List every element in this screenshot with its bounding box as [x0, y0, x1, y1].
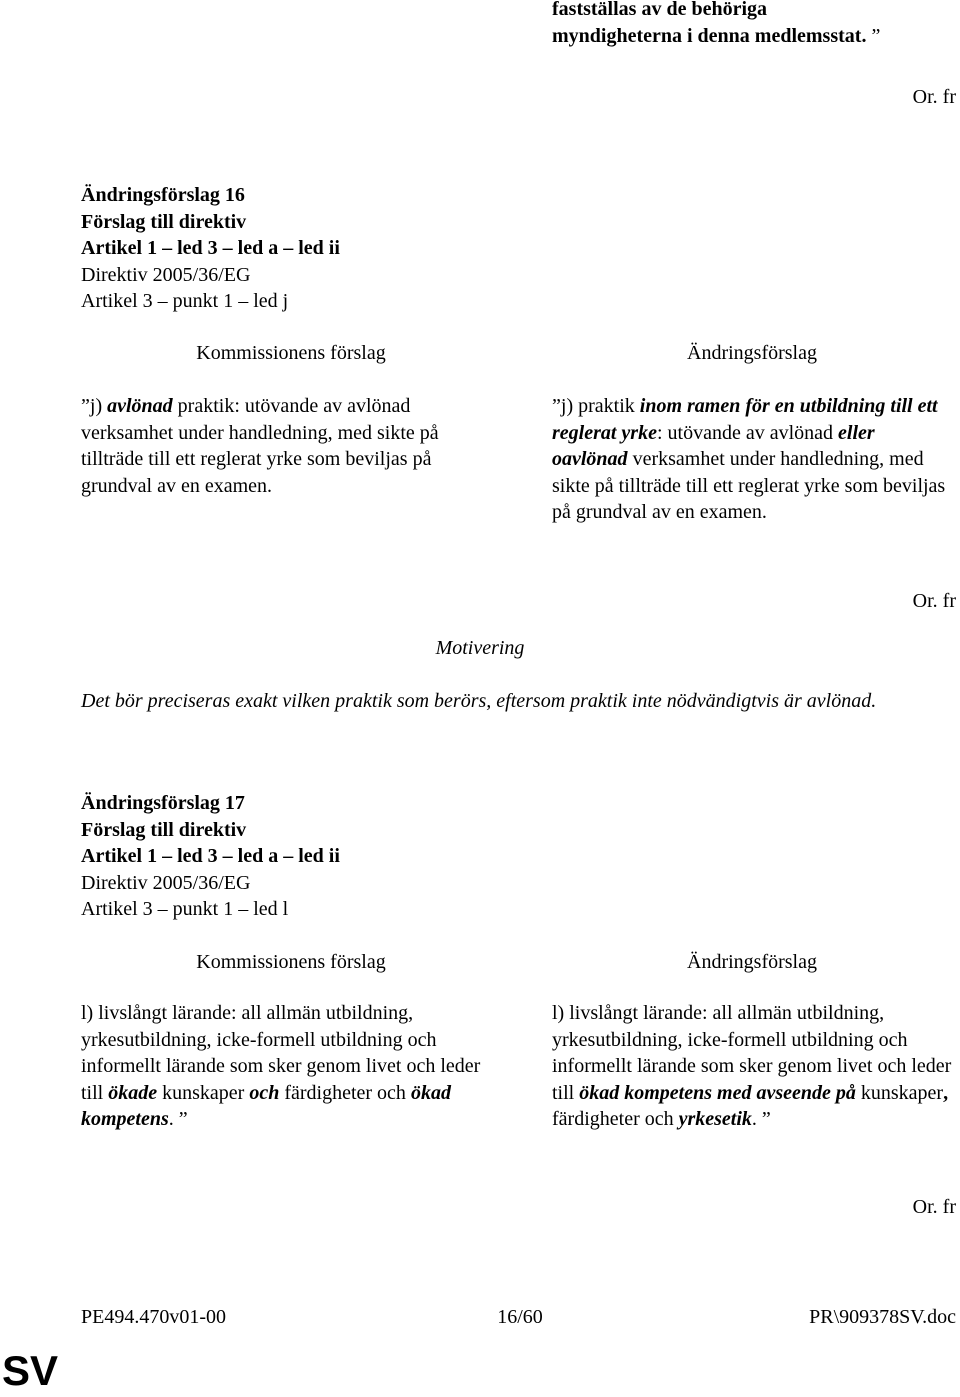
amendment-17-proposal-line: Förslag till direktiv [81, 818, 247, 841]
amendment-16-point-line: Artikel 3 – punkt 1 – led j [81, 290, 289, 313]
amendment-17-heading: Ändringsförslag 17 [81, 792, 245, 814]
amendment-17-left-column-header: Kommissionens förslag [196, 951, 386, 973]
motivering-text: Det bör preciseras exakt vilken praktik som berörs, eftersom praktik inte nödvändigtvis är avlönad. [81, 690, 877, 712]
original-language-marker: Or. fr [912, 86, 956, 108]
previous-text-line-1: fastställas av de behöriga [552, 0, 767, 20]
amendment-16-header [81, 182, 340, 315]
amendment-16-directive-line: Direktiv 2005/36/EG [81, 263, 251, 286]
amendment-17-header [81, 790, 340, 923]
motivering-title: Motivering [435, 637, 525, 659]
amendment-17-article-line: Artikel 1 – led 3 – led a – led ii [81, 845, 340, 868]
amendment-17-directive-line: Direktiv 2005/36/EG [81, 871, 251, 894]
amendment-16-right-column-header: Ändringsförslag [687, 342, 817, 364]
footer-page-number: 16/60 [497, 1306, 543, 1328]
amendment-17-amended-text: l) livslångt lärande: all allmän utbildning, yrkesutbildning, icke-formell utbildning och informellt lärande som sker genom livet och leder till ökad kompetens med avseende på kunskaper, färdigheter och yrkesetik. ” [552, 1002, 952, 1131]
footer-document-reference: PE494.470v01-00 [81, 1306, 226, 1328]
language-code: SV [2, 1347, 59, 1394]
amendment-16-amended-text: ”j) praktik inom ramen för en utbildning till ett reglerat yrke: utövande av avlönad eller oavlönad verksamhet under handledning, med sikte på tillträde till ett reglerat yrke som beviljas på grundval av en examen. [552, 395, 946, 524]
footer-file-name: PR\909378SV.doc [809, 1306, 956, 1328]
amendment-17-point-line: Artikel 3 – punkt 1 – led l [81, 898, 289, 921]
amendment-17-commission-text: l) livslångt lärande: all allmän utbildning, yrkesutbildning, icke-formell utbildning och informellt lärande som sker genom livet och leder till ökade kunskaper och färdigheter och ökad kompetens. ” [81, 1002, 481, 1131]
previous-text-line-2: myndigheterna i denna medlemsstat. ” [552, 24, 881, 47]
original-language-marker: Or. fr [912, 590, 956, 612]
amendment-16-commission-text: ”j) avlönad praktik: utövande av avlönad verksamhet under handledning, med sikte på tillträde till ett reglerat yrke som beviljas på grundval av en examen. [81, 395, 439, 497]
amendment-16-heading: Ändringsförslag 16 [81, 184, 245, 206]
amendment-16-proposal-line: Förslag till direktiv [81, 210, 247, 233]
amendment-16-article-line: Artikel 1 – led 3 – led a – led ii [81, 237, 340, 260]
previous-amendment-continuation [552, 0, 952, 49]
original-language-marker: Or. fr [912, 1196, 956, 1218]
amendment-17-right-column-header: Ändringsförslag [687, 951, 817, 973]
amendment-16-left-column-header: Kommissionens förslag [196, 342, 386, 364]
